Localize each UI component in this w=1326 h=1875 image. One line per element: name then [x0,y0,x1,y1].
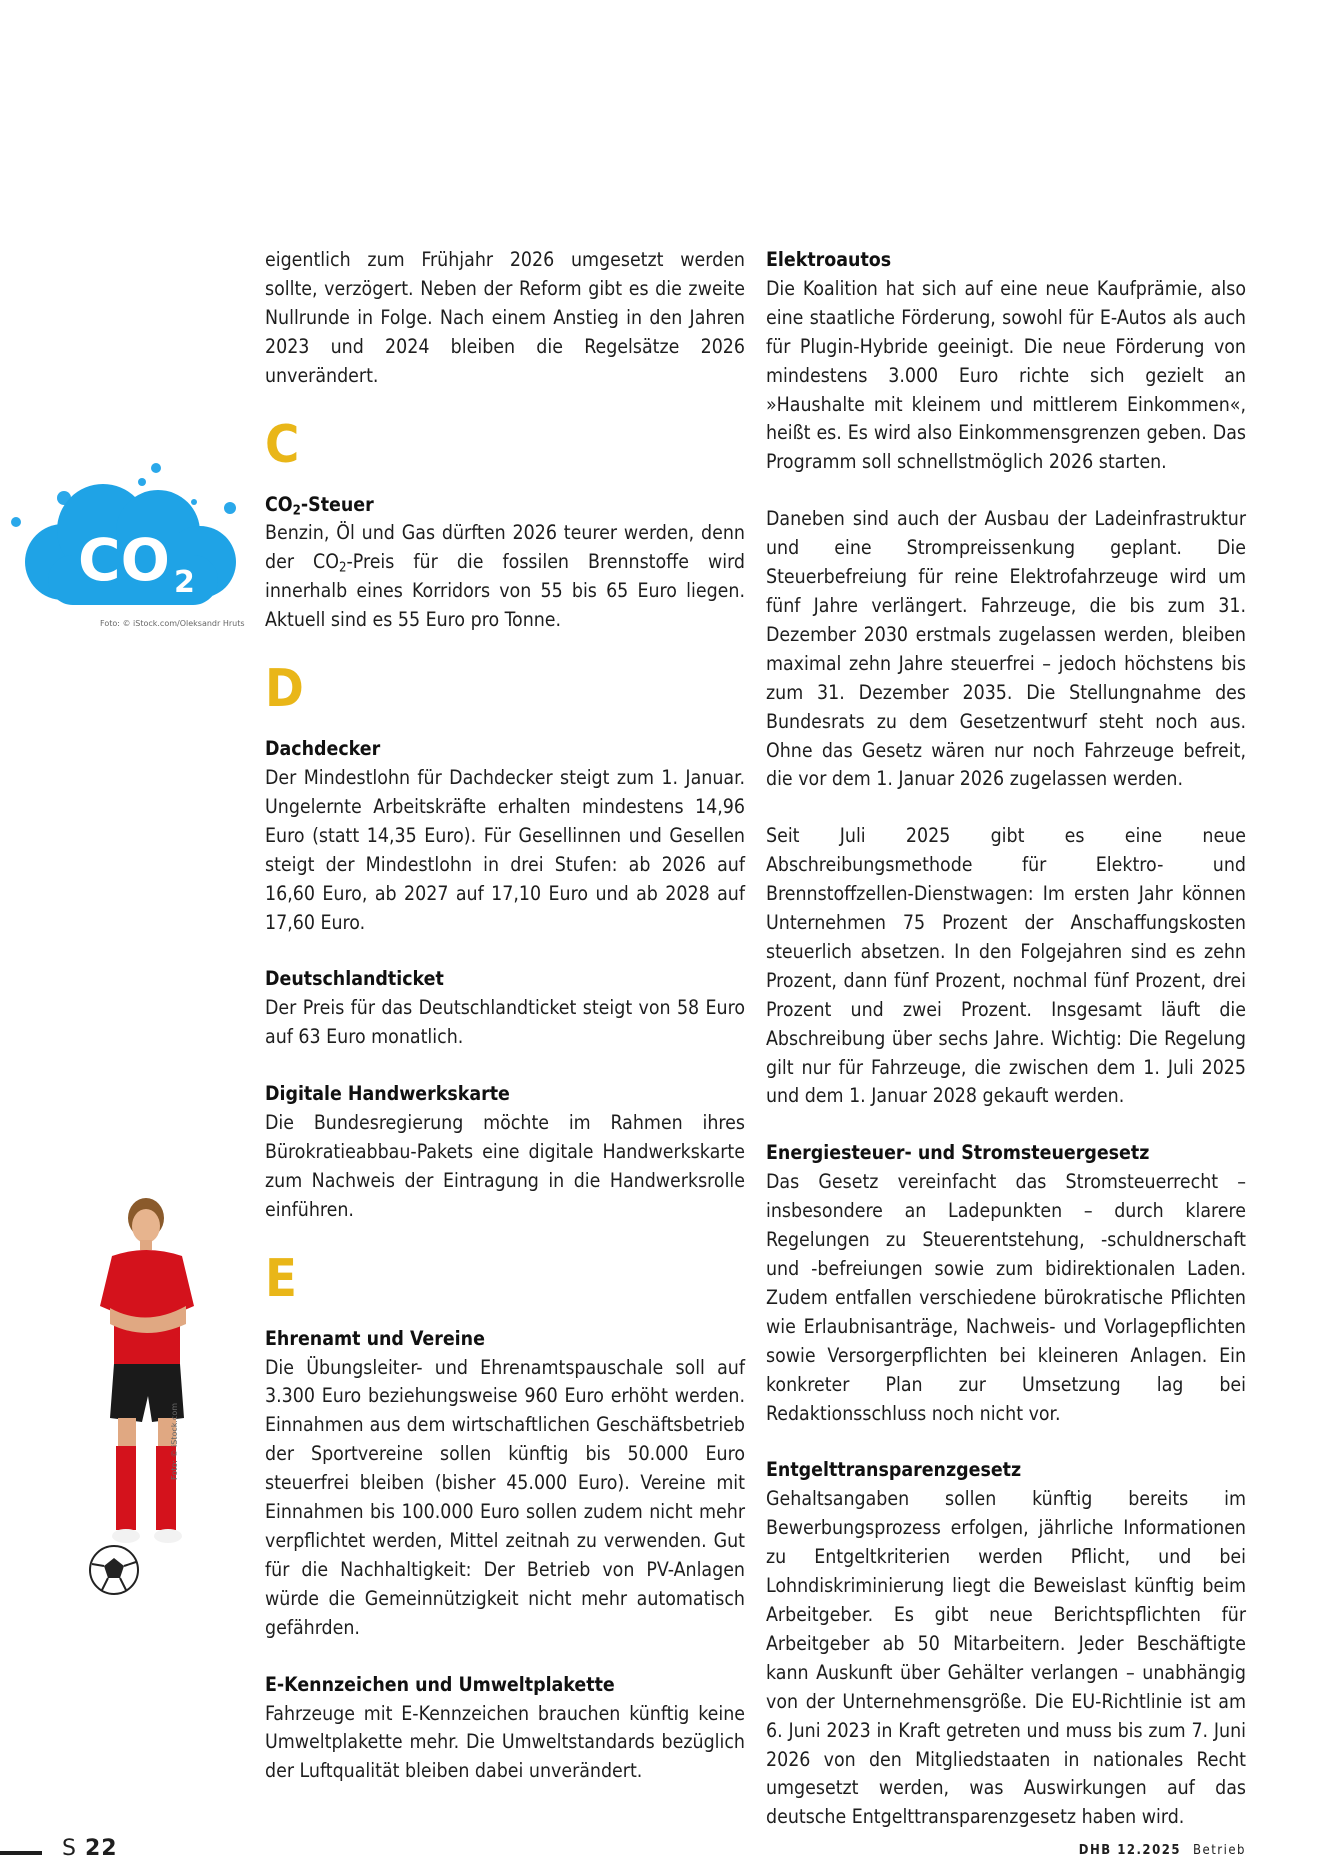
co2-cloud-label: CO [78,526,170,594]
elektroautos-text-2: Daneben sind auch der Ausbau der Ladeinfrastruktur und eine Strompreissenkung geplant. Die Steuerbefreiung für reine Elektrofahrzeuge wird um fünf Jahre verlängert. Fahrzeuge, die bis zum 31. Dezember 2030 erstmals zugelassen werden, bleiben maximal zehn Jahre steuerfrei – jedoch höchstens bis zum 31. Dezember 2035. Die Stellungnahme des Bundesrats zu dem Gesetzentwurf steht noch aus. Ohne das Gesetz wären nur noch Fahrzeuge befreit, die vor dem 1. Januar 2026 zugelassen werden. [766,507,1246,791]
elektroautos-text-3: Seit Juli 2025 gibt es eine neue Abschreibungsmethode für Elektro- und Brennstoffzellen-Dienstwagen: Im ersten Jahr können Unternehmen 75 Prozent der Anschaffungskosten steuerlich absetzen. In den Folgejahren sind es zehn Prozent, dann fünf Prozent, nochmal fünf Prozent, drei Prozent und zwei Prozent. Insgesamt läuft die Abschreibung über sechs Jahre. Wichtig: Die Regelung gilt nur für Fahrzeuge, die zwischen dem 1. Juli 2025 und dem 1. Januar 2028 gekauft werden. [766,824,1246,1108]
player-image-credit: Foto: © iStock.com [170,1402,179,1480]
handwerkskarte-text: Die Bundesregierung möchte im Rahmen ihres Bürokratieabbau-Pakets eine digitale Handwerkskarte zum Nachweis der Eintragung in die Handwerksrolle einführen. [265,1111,745,1221]
section-letter-e: E [265,1248,297,1309]
right-column [766,246,1246,1832]
entgelt-text: Gehaltsangaben sollen künftig bereits im Bewerbungsprozess erfolgen, jährliche Informationen zu Entgeltkriterien werden Pflicht, und bei Lohndiskriminierung liegt die Beweislast künftig beim Arbeitgeber. Es gibt neue Berichtspflichten für Arbeitgeber ab 50 Mitarbeitern. Jeder Beschäftigte kann Auskunft über Gehälter verlangen – unabhängig von der Unternehmensgröße. Die EU-Richtlinie ist am 6. Juni 2023 in Kraft getreten und muss bis zum 7. Juni 2026 von den Mitgliedstaaten in nationales Recht umgesetzt werden, was Auswirkungen auf das deutsche Entgelttransparenzgesetz haben wird. [766,1487,1246,1829]
handwerkskarte-heading: Digitale Handwerkskarte [265,1082,510,1106]
dachdecker-text: Der Mindestlohn für Dachdecker steigt zum 1. Januar. Ungelernte Arbeitskräfte erhalten mindestens 14,96 Euro (statt 14,35 Euro). Für Gesellinnen und Gesellen steigt der Mindestlohn in drei Stufen: ab 2026 auf 16,60 Euro, ab 2027 auf 17,10 Euro und ab 2028 auf 17,60 Euro. [265,765,745,934]
dachdecker-heading: Dachdecker [265,737,381,761]
footer-info [1079,1843,1246,1858]
kennzeichen-text: Fahrzeuge mit E-Kennzeichen brauchen künftig keine Umweltplakette mehr. Die Umweltstandards bezüglich der Luftqualität bleiben dabei unverändert. [265,1701,745,1783]
intro-paragraph: eigentlich zum Frühjahr 2026 umgesetzt werden sollte, verzögert. Neben der Reform gibt es die zweite Nullrunde in Folge. Nach einem Anstieg in den Jahren 2023 und 2024 bleiben die Regelsätze 2026 unverändert. [265,248,745,387]
left-column [265,246,745,1786]
deutschlandticket-heading: Deutschlandticket [265,967,444,991]
entgelt-heading: Entgelttransparenzgesetz [766,1458,1022,1482]
co2-image-credit: Foto: © iStock.com/Oleksandr Hruts [100,619,245,628]
co2-cloud-image [8,460,248,620]
ehrenamt-heading: Ehrenamt und Vereine [265,1326,485,1350]
co2-cloud-subscript: 2 [174,565,195,600]
deutschlandticket-text: Der Preis für das Deutschlandticket steigt von 58 Euro auf 63 Euro monatlich. [265,996,745,1049]
soccer-player-image [82,1196,222,1616]
energiesteuer-text: Das Gesetz vereinfacht das Stromsteuerrecht – insbesondere an Ladepunkten – durch klarere Regelungen zu Steuerentstehung, -schuldnerschaft und -befreiungen sowie zum bidirektionalen Laden. Zudem entfallen verschiedene bürokratische Pflichten wie Erlaubnisanträge, Nachweis- und Vorlagepflichten sowie Versorgerpflichten bei kleineren Anlagen. Ein konkreter Plan zur Umsetzung lag bei Redaktionsschluss noch nicht vor. [766,1170,1246,1425]
section-name: Betrieb [1193,1843,1246,1858]
energiesteuer-heading: Energiesteuer- und Stromsteuergesetz [766,1141,1150,1165]
ehrenamt-text: Die Übungsleiter- und Ehrenamtspauschale soll auf 3.300 Euro beziehungsweise 960 Euro erhöht werden. Einnahmen aus dem wirtschaftlichen Geschäftsbetrieb der Sportvereine sollen künftig bis 50.000 Euro steuerfrei bleiben (bisher 45.000 Euro). Vereine mit Einnahmen bis 100.000 Euro sollen zudem nicht mehr verpflichtet werden, Mittel zeitnah zu verwenden. Gut für die Nachhaltigkeit: Der Betrieb von PV-Anlagen würde die Gemeinnützigkeit nicht mehr automatisch gefährden. [265,1355,745,1639]
co2-steuer-text: Benzin, Öl und Gas dürften 2026 teurer werden, denn der $CO_2$-Preis für die fossilen Brennstoffe wird innerhalb eines Korridors von 55 bis 65 Euro liegen. Aktuell sind es 55 Euro pro Tonne. [265,521,745,632]
page-number: S 22 [62,1836,118,1861]
elektroautos-text-1: Die Koalition hat sich auf eine neue Kaufprämie, also eine staatliche Förderung, sowohl für E-Autos als auch für Plugin-Hybride geeinigt. Die neue Förderung von mindestens 3.000 Euro richte sich gezielt an »Haushalte mit kleinem und mittlerem Einkommen«, heißt es. Es wird also Einkommensgrenzen geben. Das Programm soll schnellstmöglich 2026 starten. [766,276,1246,474]
co2-steuer-heading: $CO_2$-Steuer [265,492,374,518]
section-letter-c: C [265,414,300,475]
footer-rule [0,1851,42,1855]
elektroautos-heading: Elektroautos [766,248,892,271]
magazine-issue: DHB 12.2025 [1078,1843,1181,1858]
section-letter-d: D [265,659,304,720]
kennzeichen-heading: E-Kennzeichen und Umweltplakette [265,1672,615,1696]
